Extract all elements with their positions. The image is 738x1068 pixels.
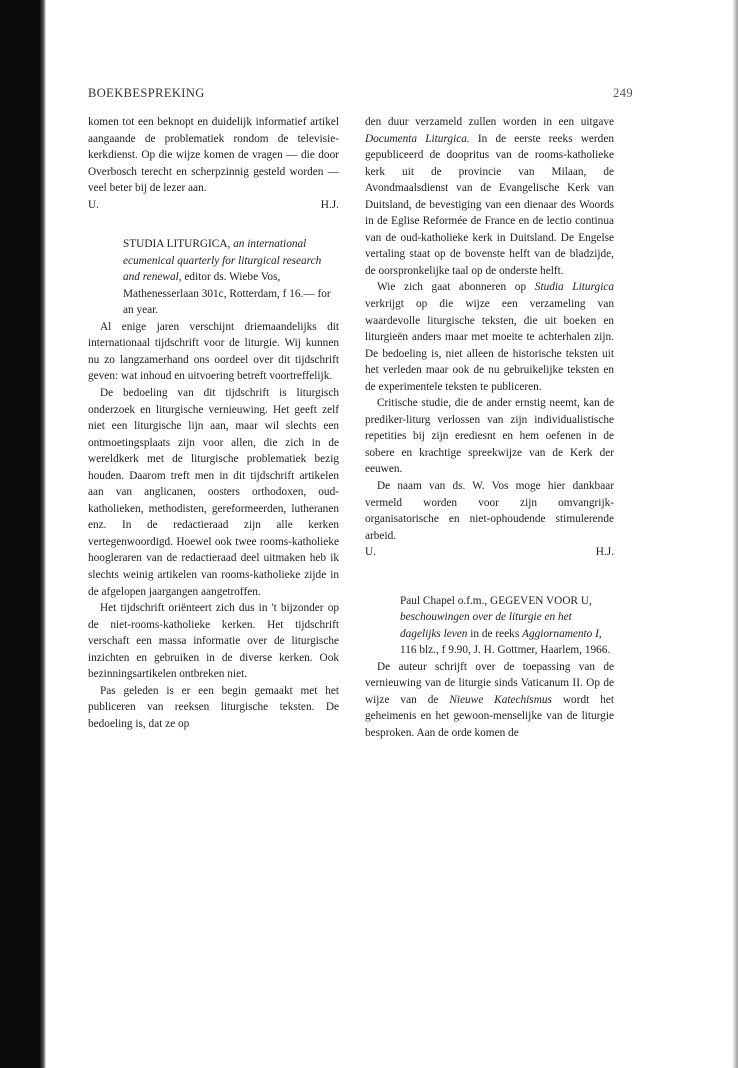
review-title: STUDIA LITURGICA, (123, 238, 231, 251)
running-head: BOEKBESPREKING (88, 86, 205, 100)
scan-border-left (0, 0, 46, 1068)
body-paragraph: De bedoeling van dit tijdschrift is liturgisch onderzoek en liturgische vernieuwing. Het geeft zelf niet een liturgische lijn aan, maar wil slechts een ontmoetingsplaats zijn voor allen, die zich in de wereldkerk met de liturgische problematiek bezig houden. Daarom treft men in dit tijdschrift artikelen aan van anglicanen, oosters orthodoxen, oud-katholieken, methodisten, gereformeerden, lutheranen enz. In de redactieraad zijn alle kerken vertegenwoordigd. Hoewel ook twee rooms-katholieke hoogleraren van de redactieraad deel uitmaken heb ik slechts weinig artikelen van rooms-katholieke zijde in de afgelopen jaargangen aangetroffen. (88, 386, 339, 598)
signature-author: H.J. (320, 198, 339, 211)
signature-author: H.J. (595, 546, 614, 559)
signature-initial: U. (88, 198, 99, 211)
right-column (365, 114, 614, 742)
body-paragraph: den duur verzameld zullen worden in een uitgave Documenta Liturgica. In de eerste reeks werden gepubliceerd de doopritus van de rooms-katholieke kerk uit de provincie van Milaan, de Avondmaalsdienst van de Evangelische Kerk van Duitsland, de bevestiging van een dienaar des Woords in de Eglise Reformée de France en de lectio continua van de oud-katholieke kerk in Duitsland. De Engelse vertaling staat op de bovenste helft van de bladzijde, de oorspronkelijke taal op de onderste helft. (365, 116, 614, 277)
italic-title: Nieuwe Katechismus (449, 693, 552, 706)
signature-initial: U. (365, 546, 376, 559)
review-publication-details: 116 blz., f 9.90, J. H. Gottmer, Haarlem, 1966. (400, 644, 611, 657)
body-paragraph: Pas geleden is er een begin gemaakt met het publiceren van reeksen liturgische teksten. De bedoeling is, dat ze op (88, 684, 339, 730)
body-paragraph: De naam van ds. W. Vos moge hier dankbaar vermeld worden voor zijn omvangrijk-organisatorische en niet-ophoudende stimulerende arbeid. (365, 480, 614, 542)
italic-title: Studia Liturgica (534, 281, 614, 294)
review-subtitle: an international ecumenical quarterly for liturgical research and renewal, (123, 238, 322, 284)
review-subtitle: beschouwingen over de liturgie en het dagelijks leven (400, 611, 572, 640)
body-paragraph: Het tijdschrift oriënteert zich dus in 't bijzonder op de niet-rooms-katholieke kerken. Het tijdschrift verschaft een massa informatie over de liturgische inzichten en gebruiken in de diverse kerken. Ook bezinningsartikelen ontbreken niet. (88, 602, 339, 681)
italic-title: Documenta Liturgica. (365, 132, 470, 145)
scan-border-right (732, 0, 738, 1068)
series-name: Aggiornamento I, (522, 627, 602, 640)
intro-paragraph: komen tot een beknopt en duidelijk informatief artikel aangaande de problematiek rondom de televisie-kerkdienst. Op die wijze komen de vragen — die door Overbosch terecht en scherpzinnig gesteld worden — veel beter bij de lezer aan. (88, 116, 339, 195)
page-number: 249 (613, 86, 633, 100)
signature-line (365, 544, 614, 561)
review-heading-gegeven: Paul Chapel o.f.m., GEGEVEN VOOR U, beschouwingen over de liturgie en het dagelijks leven in de reeks Aggiornamento I, 116 blz., f 9.90, J. H. Gottmer, Haarlem, 1966. (400, 594, 611, 657)
body-paragraph: De auteur schrijft over de toepassing van de vernieuwing van de liturgie sinds Vaticanum II. Op de wijze van de Nieuwe Katechismus wordt het geheimenis en het gewoon-menselijke van de liturgie besproken. Aan de orde komen de (365, 660, 615, 739)
signature-line (88, 197, 339, 214)
review-heading-studia (88, 236, 339, 319)
body-paragraph: Critische studie, die de ander ernstig neemt, kan de prediker-liturg verlossen van zijn individualistische repetities bij zijn erediesnt en hem oefenen in de sobere en krachtige spreekwijze van de Kerk der eeuwen. (365, 397, 614, 476)
left-column (88, 114, 339, 732)
body-paragraph: Al enige jaren verschijnt driemaandelijks dit internationaal tijdschrift voor de liturgie. Wij kunnen nu zo langzamerhand ons oordeel over dit tijdschrift geven: wat inhoud en uitvoering betreft voortreffelijk. (88, 320, 339, 383)
review-publication-details: editor ds. Wiebe Vos, Mathenesserlaan 301c, Rotterdam, f 16.— for an year. (123, 271, 331, 317)
review-author-title: Paul Chapel o.f.m., GEGEVEN VOOR U, (400, 594, 592, 607)
body-paragraph: Wie zich gaat abonneren op Studia Liturgica verkrijgt op die wijze een verzameling van waardevolle liturgische teksten, die uit boeken en liturgieën anders maar met moeite te achterhalen zijn. De bedoeling is, niet alleen de historische teksten uit het verleden maar ook de nu gebruikelijke teksten en de experimentele teksten te publiceren. (365, 281, 614, 393)
